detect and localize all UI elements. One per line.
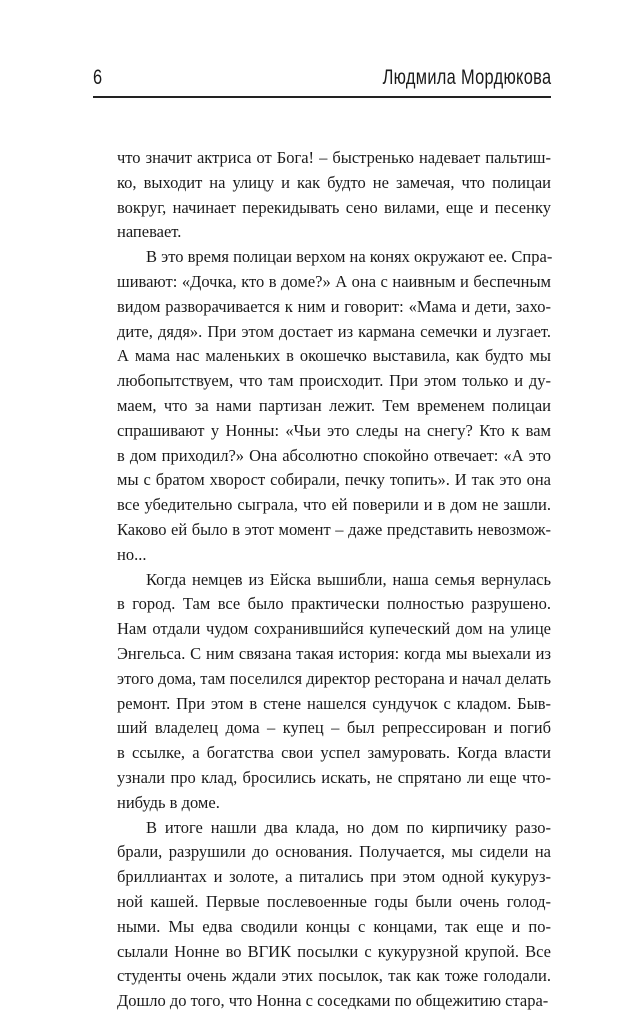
text-line: в дом приходил?» Она абсолютно спокойно отвечает: «А это <box>117 445 551 465</box>
text-line: в ссылке, а богатства свои успел замуровать. Когда власти <box>117 743 551 763</box>
text-line: напевает. <box>117 222 182 242</box>
running-title: Людмила Мордюкова <box>382 66 551 89</box>
text-line: Энгельса. С ним связана такая история: когда мы выехали из <box>117 643 551 663</box>
text-line: дите, дядя». При этом достает из кармана семечки и лузгает. <box>117 321 551 341</box>
text-line: А мама нас маленьких в окошечко выставила, как будто мы <box>117 346 551 366</box>
text-line: ными. Мы едва сводили концы с концами, так еще и по- <box>117 916 551 936</box>
text-line: Когда немцев из Ейска вышибли, наша семья вернулась <box>146 569 551 589</box>
text-line: вокруг, начинает перекидывать сено вилами, еще и песенку <box>117 197 551 217</box>
text-line: шивают: «Дочка, кто в доме?» А она с наивным и беспечным <box>117 271 551 291</box>
text-line: спрашивают у Нонны: «Чьи это следы на снегу? Кто к вам <box>117 420 551 440</box>
text-line: но... <box>117 544 147 564</box>
page-header <box>93 66 551 96</box>
text-line: узнали про клад, бросились искать, не спрятано ли еще что- <box>117 767 551 787</box>
text-line: бриллиантах и золоте, а питались при этом одной кукуруз- <box>117 867 551 887</box>
paragraph <box>117 245 551 567</box>
text-line: Дошло до того, что Нонна с соседками по общежитию стара- <box>117 991 549 1011</box>
text-line: видом разворачивается к ним и говорит: «Мама и дети, захо- <box>117 296 551 316</box>
paragraph <box>117 146 551 245</box>
paragraph <box>117 816 551 1014</box>
text-line: брали, разрушили до основания. Получается, мы сидели на <box>117 842 551 862</box>
text-line: мы с братом хворост собирали, печку топить». И так это она <box>117 470 551 490</box>
text-line: этого дома, там поселился директор ресторана и начал делать <box>117 668 552 688</box>
text-line: нибудь в доме. <box>117 792 220 812</box>
text-line: В итоге нашли два клада, но дом по кирпичику разо- <box>146 817 551 837</box>
text-line: ремонт. При этом в стене нашелся сундучок с кладом. Быв- <box>117 693 551 713</box>
text-line: маем, что за нами партизан лежит. Тем временем полицаи <box>117 395 551 415</box>
text-line: ной кашей. Первые послевоенные годы были очень голод- <box>117 891 551 911</box>
paragraph <box>117 568 551 816</box>
text-line: Каково ей было в этот момент – даже представить невозмож- <box>117 519 551 539</box>
text-line: все убедительно сыграла, что ей поверили и в дом не зашли. <box>117 495 551 515</box>
text-line: Нам отдали чудом сохранившийся купеческий дом на улице <box>117 619 551 639</box>
text-line: студенты очень ждали этих посылок, так как тоже голодали. <box>117 966 551 986</box>
text-line: что значит актриса от Бога! – быстренько надевает пальтиш- <box>117 148 551 167</box>
text-line: ший владелец дома – купец – был репрессирован и погиб <box>117 718 551 738</box>
page-number: 6 <box>93 66 103 89</box>
text-line: ко, выходит на улицу и как будто не замечая, что полицаи <box>117 172 551 192</box>
text-line: сылали Нонне во ВГИК посылки с кукурузной крупой. Все <box>117 941 551 961</box>
header-rule <box>93 96 551 98</box>
text-line: в город. Там все было практически полностью разрушено. <box>117 594 551 614</box>
body-text <box>117 146 551 1014</box>
text-line: В это время полицаи верхом на конях окружают ее. Спра- <box>146 247 553 267</box>
text-line: любопытствуем, что там происходит. При этом только и ду- <box>117 371 551 391</box>
